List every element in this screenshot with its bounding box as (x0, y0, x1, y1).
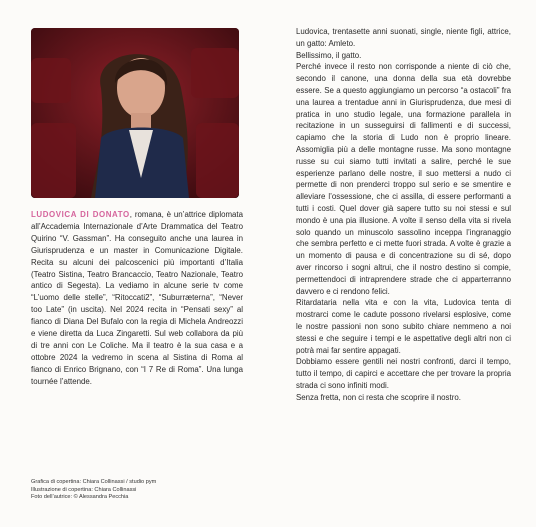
credits (31, 479, 271, 502)
author-name: LUDOVICA DI DONATO (31, 210, 130, 219)
author-bio-text: , romana, è un’attrice diplomata all’Accademia Internazionale d’Arte Drammatica del Teatro Quirino “V. Gassman”. Ha conseguito anche una laurea in Giurisprudenza e un master in Comunicazione Digitale. Recita su alcuni dei palcoscenici più importanti d’Italia (Teatro Sistina, Teatro Brancaccio, Teatro Nazionale, Teatro antico di Segesta). La vediamo in alcune serie tv come “L’uomo delle stelle”, “Ritoccati2”, “Suburræterna”, “Never too Late” (in uscita). Nel 2024 recita in “Pensati sexy” al fianco di Diana Del Bufalo con la regia di Michela Andreozzi e viene diretta da Luca Zingaretti. Sul web collabora da più di tre anni con Le Coliche. Ma il teatro è la sua casa e a ottobre 2024 la vedremo in scena al Sistina di Roma al fianco di Enrico Brignano, con “I 7 Re di Roma”. Una lunga tournée l’attende. (31, 210, 244, 386)
blurb-paragraph: Bellissimo, il gatto. (296, 50, 362, 60)
blurb-paragraph: Perché invece il resto non corrisponde a niente di ciò che, secondo il canone, una donna della sua età dovrebbe essere. Se a questo aggiungiamo un percorso “a ostacoli” fra una laurea a trentadue anni in Giurisprudenza, due mesi di pratica in uno studio legale, una formazione parallela in recitazione in un susseguirsi di fallimenti e di successi, capiamo che la storia di Ludo non è proprio lineare. Assomiglia più a delle montagne russe. Ma sono montagne russe su cui siamo tutti invitati a salire, perché le sue esperienze parlano delle nostre, il suo mettersi a nudo ci permette di non prenderci troppo sul serio e se smentire e alleviare l’ossessione, che ci assilla, di essere performanti a tutti i costi. Quel dover già sapere tutto su noi stessi e sul mondo è una pia illusione. A volte il senso della vita si rivela solo quando un minuscolo sassolino inceppa l’ingranaggio che sembra perfetto e ci mette fuori strada. A volte è grazie a un momento di pausa e di concentrazione su di sé, dopo aver rincorso i sogni altrui, che il nostro destino si compie, permettendoci di intraprendere strade che ci apparterranno davvero e ci rendono felici. (296, 62, 511, 296)
credit-cover-graphics: Grafica di copertina: Chiara Collinassi / studio pym (31, 479, 157, 485)
credit-cover-illustration: Illustrazione di copertina: Chiara Collinassi (31, 486, 137, 493)
blurb-paragraph: Ritardataria nella vita e con la vita, Ludovica tenta di mostrarci come le cadute possono rivelarsi esplosive, come le nostre passioni non sono subito chiare nemmeno a noi stessi e che seguire i tempi e le aspettative degli altri non ci potrà mai far sentire appagati. (296, 298, 511, 355)
book-blurb (296, 26, 511, 404)
blurb-paragraph: Ludovica, trentasette anni suonati, single, niente figli, attrice, un gatto: Amleto. (296, 27, 511, 48)
credit-author-photo: Foto dell’autrice: © Alessandra Pecchia (31, 494, 129, 500)
blurb-paragraph: Senza fretta, non ci resta che scoprire il nostro. (296, 392, 461, 402)
blurb-paragraph: Dobbiamo essere gentili nei nostri confronti, darci il tempo, tutto il tempo, di capirci e accettare che per trovare la propria strada ci sono infiniti modi. (296, 357, 511, 390)
author-portrait-illustration (31, 28, 239, 198)
author-bio (31, 209, 243, 388)
author-photo (31, 28, 239, 198)
